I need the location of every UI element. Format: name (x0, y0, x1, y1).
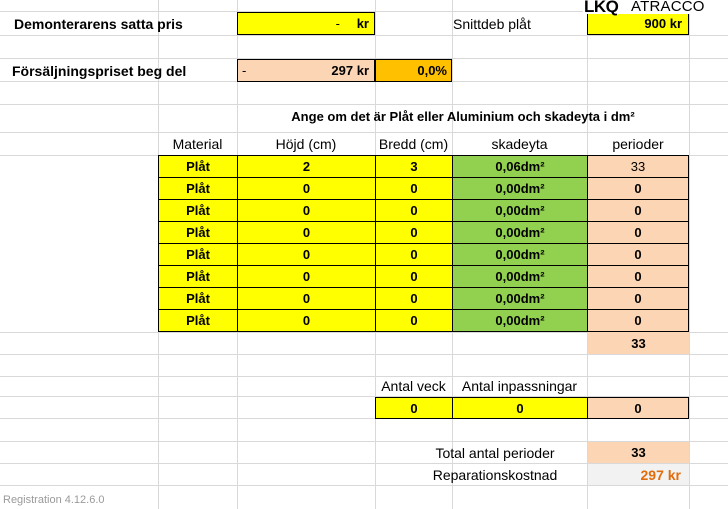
periods-cell: 0 (587, 265, 689, 288)
width-cell[interactable]: 0 (375, 287, 453, 310)
periods-cell: 0 (587, 177, 689, 200)
extra-periods-value: 0 (587, 397, 689, 419)
height-cell[interactable]: 0 (237, 177, 376, 200)
sale-price-cell (237, 59, 375, 82)
width-cell[interactable]: 0 (375, 221, 453, 244)
sale-price-label: Försäljningspriset beg del (12, 62, 187, 79)
material-cell[interactable]: Plåt (158, 309, 238, 332)
fitting-count-input[interactable]: 0 (452, 397, 588, 419)
material-cell[interactable]: Plåt (158, 243, 238, 266)
col-header-width: Bredd (cm) (378, 136, 449, 152)
registration-version: Registration 4.12.6.0 (3, 493, 105, 506)
dismantler-price-unit: kr (356, 16, 369, 31)
col-header-area: skadeyta (491, 136, 548, 152)
width-cell[interactable]: 0 (375, 199, 453, 222)
material-cell[interactable]: Plåt (158, 199, 238, 222)
total-periods-value: 33 (588, 442, 689, 463)
periods-cell: 0 (587, 221, 689, 244)
total-periods-label: Total antal perioder (435, 444, 555, 461)
periods-cell: 0 (587, 309, 689, 332)
sale-price-value: 297 kr (331, 63, 369, 78)
periods-cell: 33 (587, 155, 689, 178)
dismantler-price-label: Demonterarens satta pris (14, 15, 183, 32)
height-cell[interactable]: 0 (237, 287, 376, 310)
avg-debit-value: 900 kr (587, 12, 689, 35)
area-cell: 0,00dm² (452, 243, 588, 266)
width-cell[interactable]: 3 (375, 155, 453, 178)
height-cell[interactable]: 0 (237, 243, 376, 266)
col-header-material: Material (172, 136, 223, 152)
material-cell[interactable]: Plåt (158, 177, 238, 200)
area-cell: 0,00dm² (452, 287, 588, 310)
fold-count-label: Antal veck (381, 378, 446, 394)
fitting-count-label: Antal inpassningar (461, 378, 578, 394)
logo-atracco: ATRACCO (631, 0, 705, 15)
periods-cell: 0 (587, 287, 689, 310)
width-cell[interactable]: 0 (375, 243, 453, 266)
lkq-atracco-logo (583, 0, 728, 14)
area-cell: 0,00dm² (452, 177, 588, 200)
height-cell[interactable]: 0 (237, 199, 376, 222)
material-cell[interactable]: Plåt (158, 221, 238, 244)
area-cell: 0,00dm² (452, 221, 588, 244)
area-cell: 0,06dm² (452, 155, 588, 178)
repair-cost-label: Reparationskostnad (432, 466, 558, 483)
periods-total: 33 (588, 332, 689, 354)
dismantler-price-value: - (335, 16, 340, 31)
width-cell[interactable]: 0 (375, 265, 453, 288)
width-cell[interactable]: 0 (375, 177, 453, 200)
area-cell: 0,00dm² (452, 265, 588, 288)
col-header-periods: perioder (612, 136, 664, 152)
height-cell[interactable]: 0 (237, 309, 376, 332)
height-cell[interactable]: 0 (237, 265, 376, 288)
logo-lkq: LKQ (584, 0, 619, 16)
periods-cell: 0 (587, 243, 689, 266)
width-cell[interactable]: 0 (375, 309, 453, 332)
fold-count-input[interactable]: 0 (375, 397, 453, 419)
material-cell[interactable]: Plåt (158, 265, 238, 288)
sale-percent: 0,0% (375, 59, 452, 82)
periods-cell: 0 (587, 199, 689, 222)
height-cell[interactable]: 2 (237, 155, 376, 178)
col-header-height: Höjd (cm) (275, 136, 337, 152)
area-cell: 0,00dm² (452, 199, 588, 222)
material-cell[interactable]: Plåt (158, 155, 238, 178)
avg-debit-label: Snittdeb plåt (453, 15, 531, 32)
repair-cost-value: 297 kr (588, 464, 689, 485)
sale-price-dash: - (242, 63, 247, 78)
material-cell[interactable]: Plåt (158, 287, 238, 310)
dismantler-price-input[interactable] (237, 12, 375, 35)
area-cell: 0,00dm² (452, 309, 588, 332)
instruction-text: Ange om det är Plåt eller Aluminium och skadeyta i dm² (291, 108, 635, 124)
height-cell[interactable]: 0 (237, 221, 376, 244)
